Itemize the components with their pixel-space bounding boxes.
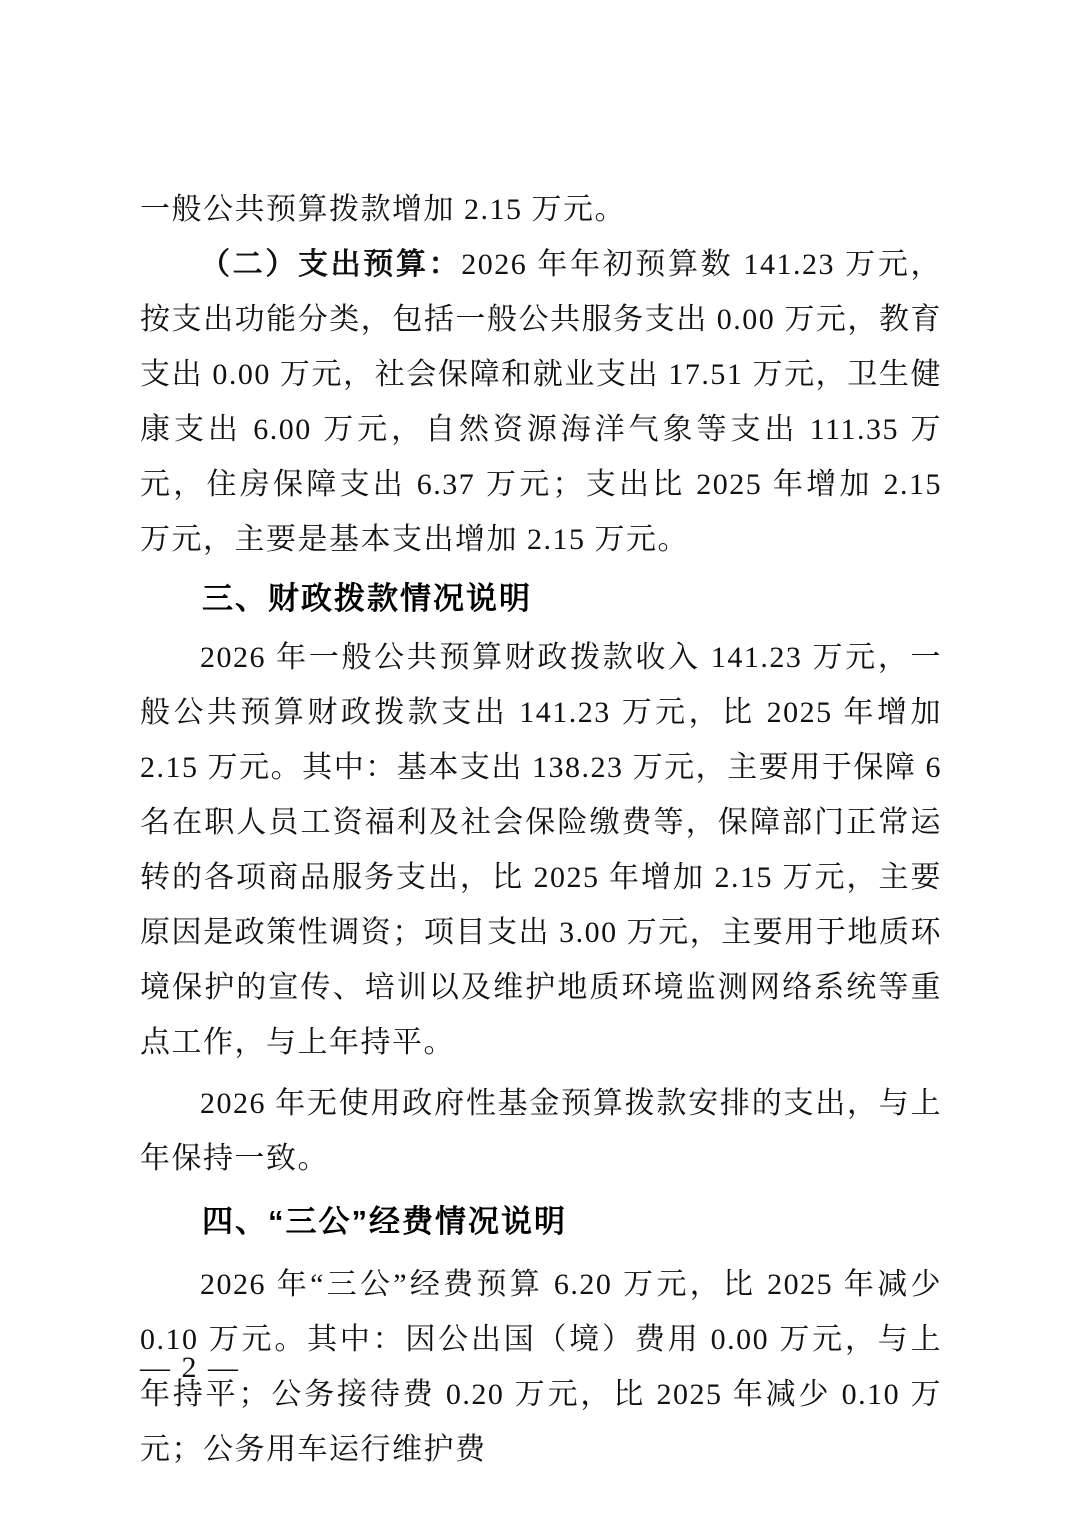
paragraph-expenditure-lead-label: （二）支出预算： — [200, 248, 462, 281]
paragraph-government-fund: 2026 年无使用政府性基金预算拨款安排的支出，与上年保持一致。 — [140, 1087, 942, 1175]
paragraph-expenditure-budget — [140, 237, 942, 567]
section-heading-three-public-expenses: 四、“三公”经费情况说明 — [202, 1204, 567, 1239]
paragraph-three-public-expenses: 2026 年“三公”经费预算 6.20 万元，比 2025 年减少 0.10 万元。其中：因公出国（境）费用 0.00 万元，与上年持平；公务接待费 0.20 万元，比 2025 年减少 0.10 万元；公务用车运行维护费 — [140, 1268, 942, 1466]
paragraph-continuation: 一般公共预算拨款增加 2.15 万元。 — [140, 193, 626, 226]
document-body — [140, 182, 942, 1477]
section-heading-fiscal-appropriation: 三、财政拨款情况说明 — [202, 581, 532, 616]
paragraph-expenditure-text: 2026 年年初预算数 141.23 万元，按支出功能分类，包括一般公共服务支出 0.00 万元，教育支出 0.00 万元，社会保障和就业支出 17.51 万元，卫生健康支出 6.00 万元，自然资源海洋气象等支出 111.35 万元，住房保障支出 6.37 万元；支出比 2025 年增加 2.15 万元，主要是基本支出增加 2.15 万元。 — [140, 248, 943, 556]
page-number: — 2 — — [140, 1351, 240, 1384]
paragraph-fiscal-appropriation: 2026 年一般公共预算财政拨款收入 141.23 万元，一般公共预算财政拨款支出 141.23 万元，比 2025 年增加 2.15 万元。其中：基本支出 138.23 万元，主要用于保障 6 名在职人员工资福利及社会保险缴费等，保障部门正常运转的各项商品服务支出，比 2025 年增加 2.15 万元，主要原因是政策性调资；项目支出 3.00 万元，主要用于地质环境保护的宣传、培训以及维护地质环境监测网络系统等重点工作，与上年持平。 — [140, 641, 942, 1059]
